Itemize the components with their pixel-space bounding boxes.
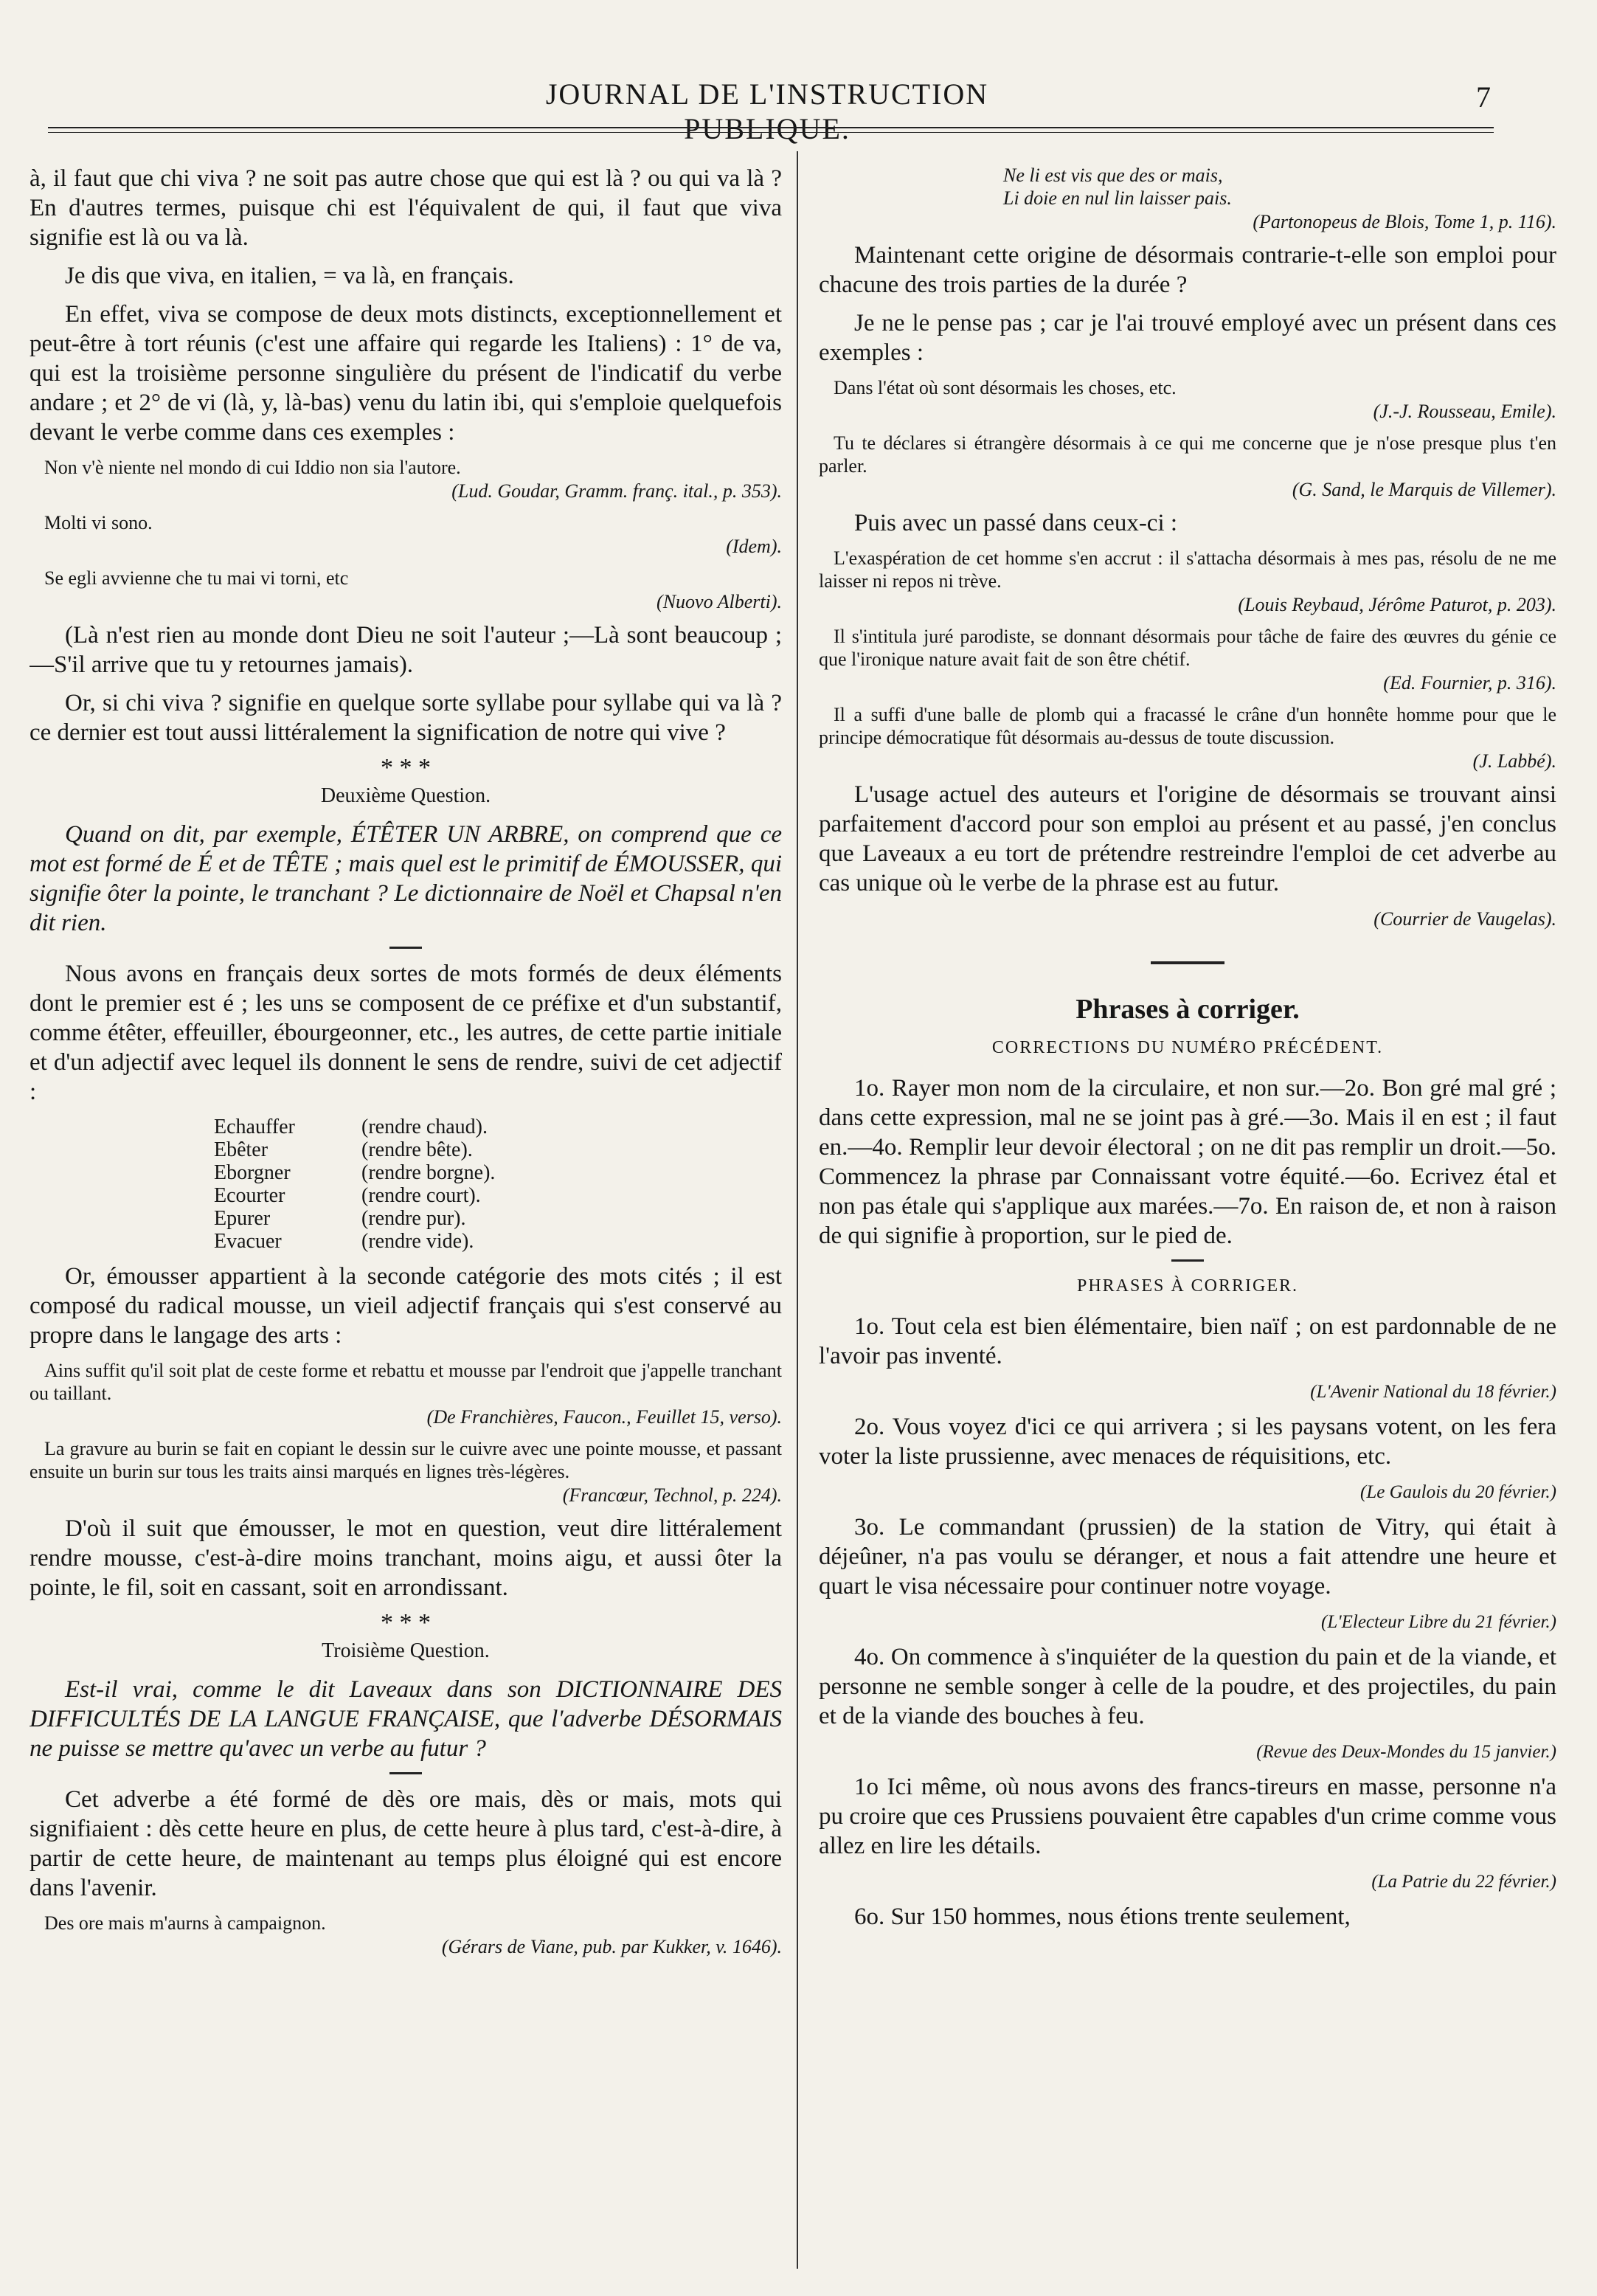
header-rule <box>48 127 1494 133</box>
verb-word: Ebêter <box>214 1138 269 1161</box>
question-title: Deuxième Question. <box>320 784 491 807</box>
subheading: CORRECTIONS DU NUMÉRO PRÉCÉDENT. <box>991 1038 1384 1057</box>
phrase-item: 4o. On commence à s'inquiéter de la question du pain et de la viande, et personne ne semble songer à celle de la poudre, et des projectiles, du pain et de la viande des bouches à feu. <box>819 1644 1556 1729</box>
quotation: Il s'intitula juré parodiste, se donnant désormais pour tâche de faire des œuvres du génie ce que l'ironique nature avait fait de son être chétif. <box>819 626 1556 670</box>
question-title: Troisième Question. <box>322 1639 490 1662</box>
page-header <box>44 77 1501 145</box>
quotation: Des ore mais m'aurns à campaignon. <box>44 1912 326 1934</box>
paragraph: Je ne le pense pas ; car je l'ai trouvé employé avec un présent dans ces exemples : <box>819 310 1556 366</box>
verse-line: Ne li est vis que des or mais, <box>1003 165 1223 186</box>
verb-row <box>214 1138 597 1161</box>
paragraph: Cet adverbe a été formé de dès ore mais, dès or mais, mots qui signifiaient : dès cette heure en plus, de cette heure à plus tard, c'est-à-dire, à partir de cette heure, de maintenant au temps plus éloigné qui est encore dans l'avenir. <box>30 1786 782 1901</box>
quotation: Se egli avvienne che tu mai vi torni, etc <box>44 567 349 589</box>
citation: (Ed. Fournier, p. 316). <box>1383 672 1556 694</box>
paragraph: D'où il suit que émousser, le mot en question, veut dire littéralement rendre mousse, c'est-à-dire moins tranchant, moins aigu, et aussi ôter la pointe, le fil, soit en cassant, soit en arrondissant. <box>30 1515 782 1601</box>
section-stars: * * * <box>381 1609 431 1636</box>
short-rule <box>389 1772 422 1774</box>
quotation: Dans l'état où sont désormais les choses, etc. <box>834 377 1177 398</box>
phrase-item: 3o. Le commandant (prussien) de la station de Vitry, qui était à déjeûner, n'a pas voulu se déranger, et nous a fait attendre une heure et quart le visa nécessaire pour continuer notre voyage. <box>819 1514 1556 1600</box>
verb-word: Echauffer <box>214 1116 295 1138</box>
verb-gloss: (rendre vide). <box>361 1230 474 1253</box>
citation: (G. Sand, le Marquis de Villemer). <box>1292 479 1556 500</box>
paragraph: Or, émousser appartient à la seconde catégorie des mots cités ; il est composé du radical mousse, un vieil adjectif français qui s'est conservé au propre dans le langage des arts : <box>30 1263 782 1349</box>
section-title: Phrases à corriger. <box>1075 994 1300 1025</box>
paragraph: Nous avons en français deux sortes de mots formés de deux éléments dont le premier est é ; les uns se composent de ce préfixe et d'un substantif, comme étêter, effeuiller, ébourgeonner, etc., les autres, de cette partie initiale et d'un adjectif avec lequel ils donnent le sens de rendre, suivi de cet adjectif : <box>30 961 782 1105</box>
phrase-item: 1o. Tout cela est bien élémentaire, bien naïf ; on est pardonnable de ne l'avoir pas inventé. <box>819 1313 1556 1369</box>
subheading: PHRASES À CORRIGER. <box>1076 1276 1299 1296</box>
citation: (J. Labbé). <box>1472 750 1556 772</box>
verb-list <box>214 1116 597 1253</box>
citation: (Gérars de Viane, pub. par Kukker, v. 1646). <box>441 1936 782 1957</box>
phrase-item: 1o Ici même, où nous avons des francs-tireurs en masse, personne n'a pu croire que ces Prussiens pouvaient être capables d'un crime comme vous allez en lire les détails. <box>819 1774 1556 1859</box>
verb-row <box>214 1230 597 1253</box>
citation: (Partonopeus de Blois, Tome 1, p. 116). <box>1253 211 1556 232</box>
paragraph: Or, si chi viva ? signifie en quelque sorte syllabe pour syllabe qui va là ? ce dernier est tout aussi littéralement la signification de notre qui vive ? <box>30 690 782 746</box>
quotation: Tu te déclares si étrangère désormais à ce qui me concerne que je n'ose presque plus t'en parler. <box>819 432 1556 477</box>
verb-gloss: (rendre court). <box>361 1184 481 1207</box>
verb-gloss: (rendre borgne). <box>361 1161 496 1184</box>
citation: (De Franchières, Faucon., Feuillet 15, verso). <box>426 1406 782 1428</box>
source: (L'Avenir National du 18 février.) <box>1310 1382 1556 1402</box>
verse-line: Li doie en nul lin laisser pais. <box>1003 187 1232 209</box>
paragraph: à, il faut que chi viva ? ne soit pas autre chose que qui est là ? ou qui va là ? En d'autres termes, puisque chi est l'équivalent de qui, il faut que viva signifie est là ou va là. <box>30 165 782 251</box>
verb-word: Evacuer <box>214 1230 282 1253</box>
paragraph: 1o. Rayer mon nom de la circulaire, et non sur.—2o. Bon gré mal gré ; dans cette expression, mal ne se joint pas à gré.—3o. Mais il en est ; il faut en.—4o. Remplir leur devoir électoral ; on ne dit pas remplir un droit.—5o. Commencez la phrase par Connaissant votre équité.—6o. Ecrivez étal et non pas étale qui s'applique aux marées.—7o. En raison de, et non à raison de qui signifie à proportion, sur le pied de. <box>819 1075 1556 1249</box>
source: (La Patrie du 22 février.) <box>1371 1872 1556 1892</box>
verb-gloss: (rendre chaud). <box>361 1116 488 1138</box>
page-number: 7 <box>1476 80 1491 114</box>
quotation: L'exaspération de cet homme s'en accrut : il s'attacha désormais à mes pas, résolu de ne me laisser ni repos ni trève. <box>819 547 1556 592</box>
citation: (Louis Reybaud, Jérôme Paturot, p. 203). <box>1238 594 1556 615</box>
quotation: La gravure au burin se fait en copiant le dessin sur le cuivre avec une pointe mousse, et passant ensuite un burin sur tous les traits ainsi marqués en lignes très-légères. <box>30 1438 782 1482</box>
paragraph: Puis avec un passé dans ceux-ci : <box>854 510 1178 536</box>
citation: (Lud. Goudar, Gramm. franç. ital., p. 353). <box>451 480 782 502</box>
verb-gloss: (rendre pur). <box>361 1207 466 1230</box>
phrase-item: 6o. Sur 150 hommes, nous étions trente seulement, <box>854 1903 1351 1930</box>
paragraph: L'usage actuel des auteurs et l'origine de désormais se trouvant ainsi parfaitement d'accord pour son emploi au présent et au passé, j'en conclus que Laveaux a eu tort de prétendre restreindre l'emploi de cet adverbe au cas unique où le verbe de la phrase est au futur. <box>819 781 1556 896</box>
citation: (Francœur, Technol, p. 224). <box>562 1484 782 1506</box>
short-rule <box>1171 1259 1204 1262</box>
source: (Revue des Deux-Mondes du 15 janvier.) <box>1256 1742 1556 1762</box>
section-stars: * * * <box>381 754 431 781</box>
citation: (Nuovo Alberti). <box>657 591 782 612</box>
quotation: Non v'è niente nel mondo di cui Iddio non sia l'autore. <box>44 457 461 478</box>
paragraph: Maintenant cette origine de désormais contrarie-t-elle son emploi pour chacune des trois parties de la durée ? <box>819 242 1556 298</box>
verb-word: Ecourter <box>214 1184 285 1207</box>
citation: (Courrier de Vaugelas). <box>1373 908 1556 930</box>
paragraph: Je dis que viva, en italien, = va là, en français. <box>65 263 514 289</box>
source: (L'Electeur Libre du 21 février.) <box>1321 1612 1556 1632</box>
source: (Le Gaulois du 20 février.) <box>1360 1482 1556 1502</box>
running-title: JOURNAL DE L'INSTRUCTION PUBLIQUE. <box>545 77 989 145</box>
short-rule <box>389 947 422 949</box>
phrase-item: 2o. Vous voyez d'ici ce qui arrivera ; si les paysans votent, on les fera voter la liste prussienne, avec menaces de réquisitions, etc. <box>819 1414 1556 1470</box>
right-column <box>819 164 1556 2274</box>
section-rule <box>1151 961 1224 964</box>
citation: (J.-J. Rousseau, Emile). <box>1373 401 1556 422</box>
paragraph: (Là n'est rien au monde dont Dieu ne soit l'auteur ;—Là sont beaucoup ;—S'il arrive que tu y retournes jamais). <box>30 622 782 678</box>
column-divider <box>797 151 798 2269</box>
citation: (Idem). <box>726 536 782 557</box>
left-column <box>30 164 782 2274</box>
quotation: Il a suffi d'une balle de plomb qui a fracassé le crâne d'un honnête homme pour que le principe démocratique fût désormais au-dessus de toute discussion. <box>819 704 1556 748</box>
verb-row <box>214 1207 597 1230</box>
question-text: Est-il vrai, comme le dit Laveaux dans son DICTIONNAIRE DES DIFFICULTÉS DE LA LANGUE FRANÇAISE, que l'adverbe DÉSORMAIS ne puisse se mettre qu'avec un verbe au futur ? <box>30 1676 782 1762</box>
quotation: Ains suffit qu'il soit plat de ceste forme et rebattu et mousse par l'endroit que j'appelle tranchant ou taillant. <box>30 1360 782 1404</box>
verb-row <box>214 1116 597 1138</box>
quotation: Molti vi sono. <box>44 512 153 533</box>
verb-word: Epurer <box>214 1207 271 1230</box>
question-text: Quand on dit, par exemple, ÉTÊTER UN ARBRE, on comprend que ce mot est formé de É et de TÊTE ; mais quel est le primitif de ÉMOUSSER, qui signifie ôter la pointe, le tranchant ? Le dictionnaire de Noël et Chapsal n'en dit rien. <box>30 821 782 936</box>
paragraph: En effet, viva se compose de deux mots distincts, exceptionnellement et peut-être à tort réunis (c'est une affaire qui regarde les Italiens) : 1° de va, qui est la troisième personne singulière du présent de l'indicatif du verbe andare ; et 2° de vi (là, y, là-bas) venu du latin ibi, qui s'emploie quelquefois devant le verbe comme dans ces exemples : <box>30 301 782 446</box>
verb-word: Eborgner <box>214 1161 291 1184</box>
verb-row <box>214 1184 597 1207</box>
verb-gloss: (rendre bête). <box>361 1138 473 1161</box>
verb-row <box>214 1161 597 1184</box>
